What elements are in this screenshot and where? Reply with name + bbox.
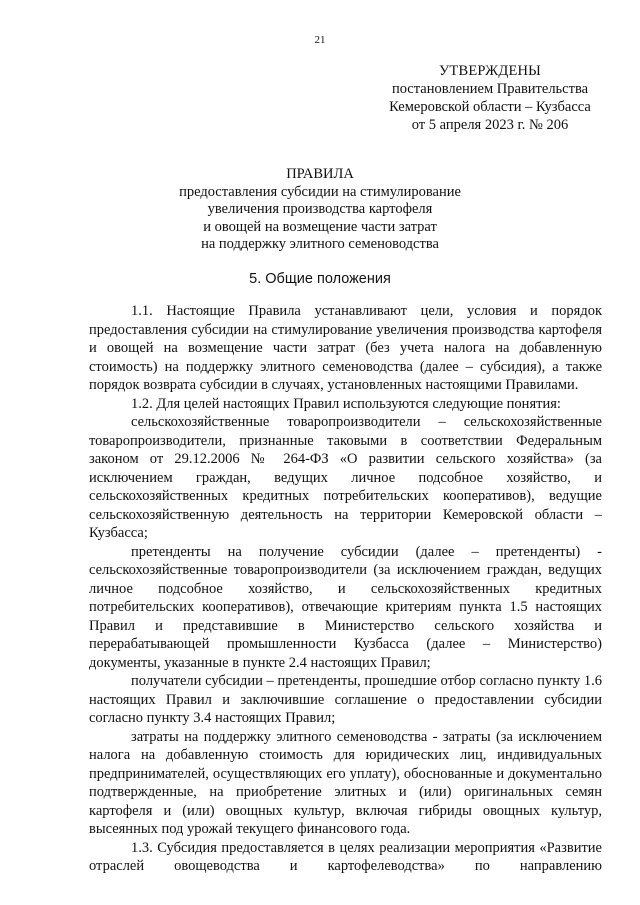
paragraph: получатели субсидии – претенденты, прошедшие отбор согласно пункту 1.6 настоящих Правил и заключившие соглашение о предоставлении субсидии согласно пункту 3.4 настоящих Правил; bbox=[89, 673, 602, 726]
title-line: и овощей на возмещение части затрат bbox=[203, 218, 437, 235]
approval-line: Кемеровской области – Кузбасса bbox=[389, 99, 591, 115]
title-line: на поддержку элитного семеноводства bbox=[201, 236, 439, 252]
title-line: увеличения производства картофеля bbox=[207, 201, 433, 217]
paragraph: претенденты на получение субсидии (далее – претенденты) - сельскохозяйственные товаропроизводители (за исключением граждан, ведущих личное подсобное хозяйство, и сельскохозяйственных кредитных потребительских кооперативов), отвечающие критериям пункта 1.5 настоящих Правил и представившие в Министерство сельского хозяйства и перерабатывающей промышленности Кузбасса (далее – Министерство) документы, указанные в пункте 2.4 настоящих Правил; bbox=[89, 543, 602, 671]
paragraph: 1.2. Для целей настоящих Правил используются следующие понятия: bbox=[131, 395, 561, 412]
approval-line: постановлением Правительства bbox=[391, 81, 589, 97]
document-title bbox=[0, 166, 640, 254]
paragraph: сельскохозяйственные товаропроизводители – сельскохозяйственные товаропроизводители, признанные таковыми в соответствии Федеральным законом от 29.12.2006 № 264-ФЗ «О развитии сельского хозяйства» (за исключением граждан, ведущих личное подсобное хозяйство, и сельскохозяйственных кредитных потребительских кооперативов), ведущие сельскохозяйственную деятельность на территории Кемеровской области – Кузбасса; bbox=[89, 414, 602, 541]
page-number: 21 bbox=[314, 34, 326, 46]
document-body bbox=[89, 302, 602, 876]
approval-line: от 5 апреля 2023 г. № 206 bbox=[411, 117, 569, 133]
section-heading: 5. Общие положения bbox=[249, 271, 391, 287]
approval-block bbox=[340, 62, 640, 134]
title-heading: ПРАВИЛА bbox=[286, 166, 354, 182]
paragraph: затраты на поддержку элитного семеноводства - затраты (за исключением налога на добавленную стоимость для юридических лиц, индивидуальных предпринимателей, осуществляющих его уплату), обоснованные и документально подтвержденные, на приобретение элитных и (или) оригинальных семян картофеля и (или) овощных культур, включая гибриды овощных культур, высеянных под урожай текущего финансового года. bbox=[89, 728, 602, 837]
paragraph: 1.3. Субсидия предоставляется в целях реализации мероприятия «Развитие отраслей овощеводства и картофелеводства» по направлению bbox=[89, 839, 602, 874]
title-line: предоставления субсидии на стимулирование bbox=[179, 183, 461, 200]
paragraph: 1.1. Настоящие Правила устанавливают цели, условия и порядок предоставления субсидии на стимулирование увеличения производства картофеля и овощей на возмещение части затрат (без учета налога на добавленную стоимость) на поддержку элитного семеноводства (далее – субсидия), а также порядок возврата субсидии в случаях, установленных настоящими Правилами. bbox=[89, 303, 602, 393]
approval-heading: УТВЕРЖДЕНЫ bbox=[438, 63, 542, 79]
